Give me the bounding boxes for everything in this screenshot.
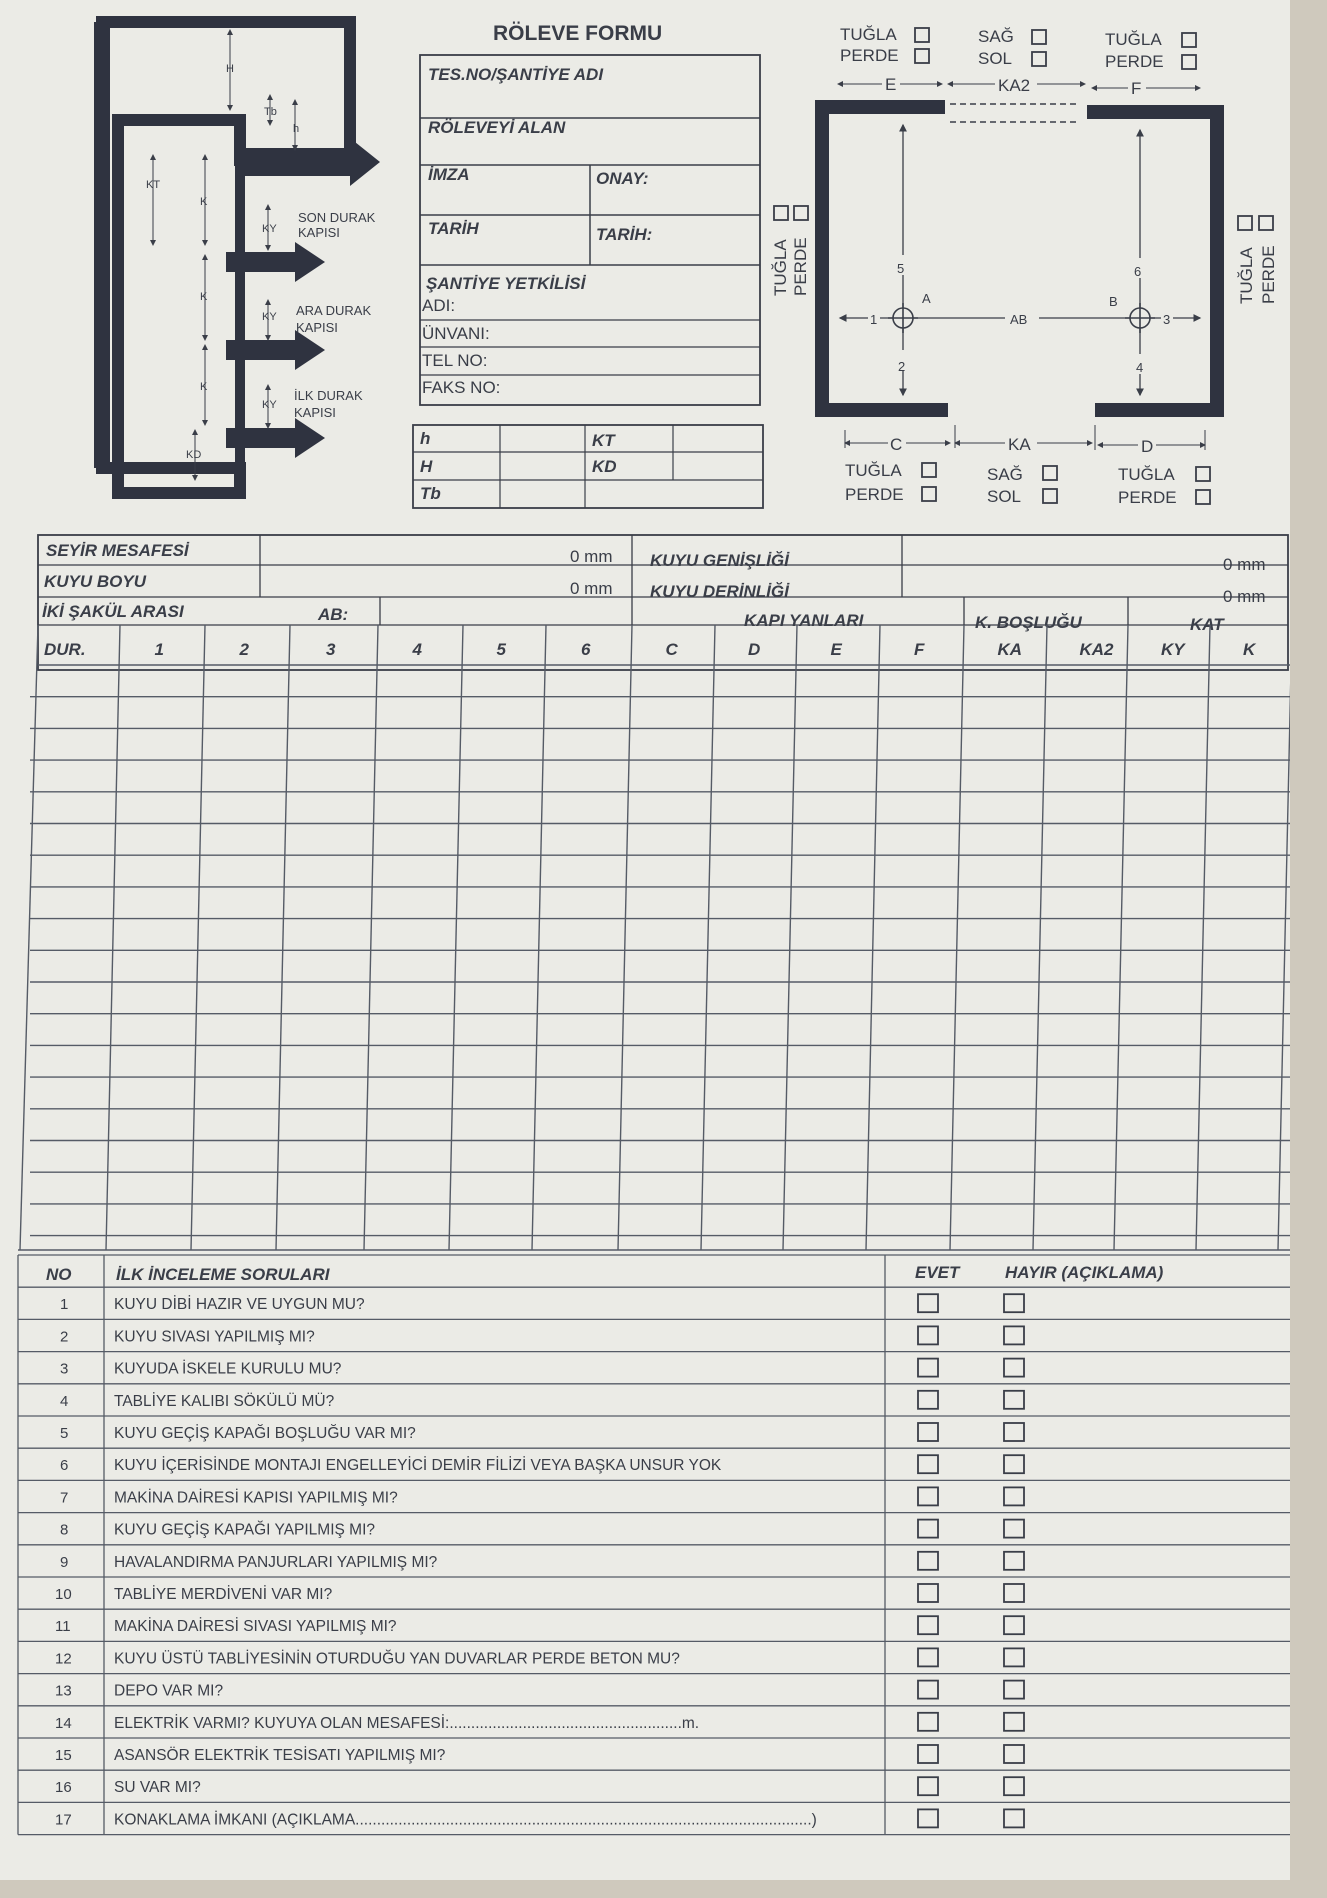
question-number: 15	[55, 1747, 72, 1764]
dim-D: D	[1141, 437, 1154, 456]
tarih-left-label: TARİH	[428, 219, 479, 238]
bottom-right-perde: PERDE	[1118, 488, 1177, 507]
hayir-checkbox[interactable]	[1004, 1359, 1024, 1377]
dim-KY-2: KY	[262, 311, 277, 323]
h-label: h	[420, 429, 431, 448]
faks-no-label: FAKS NO:	[422, 378, 501, 397]
plumb-num-1: 1	[870, 312, 878, 327]
question-number: 4	[60, 1392, 69, 1410]
top-mid-sag: SAĞ	[978, 27, 1014, 46]
kat-header: KAT	[1190, 615, 1224, 634]
unvani-label: ÜNVANI:	[422, 324, 490, 343]
table-col-line	[276, 625, 290, 1250]
ilk-durak-label-2: KAPISI	[294, 405, 336, 420]
table-col-line	[106, 625, 120, 1250]
inspection-questions	[18, 1255, 1290, 1835]
kapi-yanlari-header: KAPI YANLARI	[744, 611, 864, 630]
question-number: 8	[60, 1521, 69, 1539]
question-text: TABLİYE MERDİVENİ VAR MI?	[114, 1586, 333, 1603]
kuyu-boyu-label: KUYU BOYU	[44, 572, 147, 591]
dim-C: C	[890, 435, 903, 454]
evet-checkbox[interactable]	[918, 1616, 938, 1634]
bottom-mid-sol-checkbox[interactable]	[1043, 489, 1057, 503]
left-side-perde: PERDE	[791, 237, 810, 296]
top-left-perde: PERDE	[840, 46, 899, 65]
hayir-checkbox[interactable]	[1004, 1294, 1024, 1312]
question-number: 13	[55, 1682, 72, 1700]
bottom-mid-sag-checkbox[interactable]	[1043, 466, 1057, 480]
son-durak-label-2: KAPISI	[298, 225, 340, 240]
dim-H: H	[226, 63, 234, 75]
question-text: MAKİNA DAİRESİ SIVASI YAPILMIŞ MI?	[114, 1618, 397, 1636]
right-side-tugla-checkbox[interactable]	[1238, 216, 1252, 230]
table-col-line	[1278, 625, 1290, 1250]
table-col-line	[950, 625, 964, 1250]
question-number: 7	[60, 1489, 69, 1507]
ilk-durak-label-1: İLK DURAK	[294, 388, 363, 403]
table-header-cell: 6	[581, 640, 591, 659]
table-col-line	[866, 625, 880, 1250]
table-header-cell: E	[830, 640, 842, 659]
right-side-tugla: TUĞLA	[1237, 247, 1256, 304]
question-text: KUYU GEÇİŞ KAPAĞI BOŞLUĞU VAR MI?	[114, 1425, 416, 1442]
tel-no-label: TEL NO:	[422, 351, 488, 370]
form-title: RÖLEVE FORMU	[493, 22, 663, 45]
table-col-line	[701, 625, 715, 1250]
question-number: 10	[55, 1586, 72, 1603]
bottom-right-tugla: TUĞLA	[1118, 465, 1175, 484]
table-col-line	[1196, 625, 1210, 1250]
KD-label: KD	[592, 457, 617, 476]
dim-E: E	[885, 75, 897, 94]
KT-label: KT	[592, 431, 615, 450]
question-text: MAKİNA DAİRESİ KAPISI YAPILMIŞ MI?	[114, 1489, 398, 1507]
table-col-line	[449, 625, 463, 1250]
question-text: KUYU SIVASI YAPILMIŞ MI?	[114, 1328, 315, 1346]
hayir-checkbox[interactable]	[1004, 1455, 1024, 1473]
hayir-checkbox[interactable]	[1004, 1391, 1024, 1409]
evet-checkbox[interactable]	[918, 1713, 938, 1731]
bottom-left-perde-checkbox[interactable]	[922, 487, 936, 501]
table-col-line	[1114, 625, 1128, 1250]
plumb-num-2: 2	[898, 359, 906, 374]
bottom-mid-sag: SAĞ	[987, 465, 1023, 484]
dim-KA2: KA2	[998, 76, 1031, 95]
table-header-cell: 5	[496, 640, 506, 659]
ara-durak-label-1: ARA DURAK	[296, 303, 372, 318]
table-header-cell: F	[914, 640, 925, 659]
bottom-left-tugla: TUĞLA	[845, 461, 902, 480]
evet-checkbox[interactable]	[918, 1681, 938, 1699]
plumb-label-A: A	[922, 291, 931, 306]
table-header-cell: C	[665, 640, 678, 659]
top-mid-sol-checkbox[interactable]	[1032, 52, 1046, 66]
hayir-checkbox[interactable]	[1004, 1520, 1024, 1538]
left-side-tugla-checkbox[interactable]	[774, 206, 788, 220]
top-left-perde-checkbox[interactable]	[915, 49, 929, 63]
roleveyi-alan-label: RÖLEVEYİ ALAN	[428, 118, 566, 137]
evet-checkbox[interactable]	[918, 1423, 938, 1441]
hayir-checkbox[interactable]	[1004, 1616, 1024, 1634]
plumb-num-4: 4	[1136, 360, 1144, 375]
ab-label: AB	[1010, 312, 1028, 327]
son-durak-arrow	[240, 138, 380, 186]
kuyu-derinligi-label: KUYU DERİNLİĞİ	[650, 582, 789, 601]
hayir-checkbox[interactable]	[1004, 1423, 1024, 1441]
dim-KY-3: KY	[262, 399, 277, 411]
top-left-tugla-checkbox[interactable]	[915, 28, 929, 42]
info-box	[413, 55, 763, 508]
evet-checkbox[interactable]	[918, 1326, 938, 1344]
table-header-cell: 3	[326, 640, 336, 659]
bottom-left-tugla-checkbox[interactable]	[922, 463, 936, 477]
ara-durak-label-2: KAPISI	[296, 320, 338, 335]
hayir-checkbox[interactable]	[1004, 1713, 1024, 1731]
Tb-label: Tb	[420, 484, 441, 503]
dim-K-2: K	[200, 291, 208, 303]
top-mid-sag-checkbox[interactable]	[1032, 30, 1046, 44]
evet-checkbox[interactable]	[918, 1809, 938, 1827]
dim-KT: KT	[146, 179, 161, 191]
table-col-line	[20, 625, 38, 1250]
question-text: HAVALANDIRMA PANJURLARI YAPILMIŞ MI?	[114, 1553, 438, 1571]
top-left-tugla: TUĞLA	[840, 25, 897, 44]
tarih-right-label: TARİH:	[596, 225, 653, 244]
table-col-line	[364, 625, 378, 1250]
son-durak-label-1: SON DURAK	[298, 210, 376, 225]
H-label: H	[420, 457, 433, 476]
left-side-perde-checkbox[interactable]	[794, 206, 808, 220]
no-header: NO	[46, 1265, 72, 1284]
question-number: 5	[60, 1425, 69, 1442]
question-number: 1	[60, 1296, 69, 1314]
question-number: 3	[60, 1360, 69, 1378]
question-number: 9	[60, 1553, 69, 1571]
evet-checkbox[interactable]	[918, 1520, 938, 1538]
question-number: 12	[55, 1650, 72, 1668]
question-text: ASANSÖR ELEKTRİK TESİSATI YAPILMIŞ MI?	[114, 1747, 446, 1764]
question-number: 2	[60, 1328, 69, 1346]
adi-label: ADI:	[422, 296, 456, 315]
measurement-table-headers	[44, 640, 1257, 659]
hayir-checkbox[interactable]	[1004, 1681, 1024, 1699]
evet-checkbox[interactable]	[918, 1487, 938, 1505]
bottom-right-perde-checkbox[interactable]	[1196, 490, 1210, 504]
top-right-tugla-checkbox[interactable]	[1182, 33, 1196, 47]
evet-checkbox[interactable]	[918, 1391, 938, 1409]
left-side-tugla: TUĞLA	[771, 239, 790, 296]
seyir-mesafesi-value[interactable]: 0 mm	[570, 547, 613, 566]
top-right-perde-checkbox[interactable]	[1182, 55, 1196, 69]
question-text: ELEKTRİK VARMI? KUYUYA OLAN MESAFESİ:......................................................m.	[114, 1714, 700, 1732]
question-text: KUYUDA İSKELE KURULU MU?	[114, 1360, 342, 1378]
top-right-perde: PERDE	[1105, 52, 1164, 71]
kuyu-genisligi-value[interactable]: 0 mm	[1223, 555, 1266, 574]
dim-h: h	[293, 123, 300, 135]
evet-checkbox[interactable]	[918, 1455, 938, 1473]
hayir-checkbox[interactable]	[1004, 1809, 1024, 1827]
ab-field-label: AB:	[318, 605, 349, 624]
evet-checkbox[interactable]	[918, 1648, 938, 1666]
question-number: 16	[55, 1779, 72, 1797]
santiye-yetkilisi-label: ŞANTİYE YETKİLİSİ	[426, 274, 586, 293]
table-header-cell: DUR.	[44, 640, 86, 659]
question-number: 14	[55, 1714, 72, 1732]
table-col-line	[191, 625, 205, 1250]
table-header-cell: K	[1243, 640, 1256, 659]
plumb-num-3: 3	[1163, 312, 1171, 327]
shaft-section-diagram	[102, 22, 380, 493]
imza-label: İMZA	[428, 165, 470, 184]
dim-KY-1: KY	[262, 223, 277, 235]
top-right-tugla: TUĞLA	[1105, 30, 1162, 49]
dim-K-1: K	[200, 196, 208, 208]
table-header-cell: D	[748, 640, 761, 659]
hayir-header: HAYIR (AÇIKLAMA)	[1005, 1263, 1164, 1282]
table-col-line	[618, 625, 632, 1250]
hayir-checkbox[interactable]	[1004, 1777, 1024, 1795]
table-col-line	[1033, 625, 1047, 1250]
evet-checkbox[interactable]	[918, 1584, 938, 1602]
kuyu-derinligi-value[interactable]: 0 mm	[1223, 587, 1266, 606]
kuyu-genisligi-label: KUYU GENİŞLİĞİ	[650, 551, 789, 570]
right-side-perde-checkbox[interactable]	[1259, 216, 1273, 230]
evet-checkbox[interactable]	[918, 1777, 938, 1795]
question-text: TABLİYE KALIBI SÖKÜLÜ MÜ?	[114, 1392, 335, 1410]
kuyu-boyu-value[interactable]: 0 mm	[570, 579, 613, 598]
dim-Tb: Tb	[264, 106, 277, 118]
question-text: DEPO VAR MI?	[114, 1682, 224, 1700]
shaft-plan-diagram	[771, 25, 1278, 507]
question-text: KUYU ÜSTÜ TABLİYESİNİN OTURDUĞU YAN DUVARLAR PERDE BETON MU?	[114, 1650, 680, 1668]
question-number: 17	[55, 1811, 72, 1829]
right-side-perde: PERDE	[1259, 245, 1278, 304]
dim-K-3: K	[200, 381, 208, 393]
question-text: KONAKLAMA İMKANI (AÇIKLAMA..........................................................................................................)	[114, 1811, 817, 1829]
bottom-right-tugla-checkbox[interactable]	[1196, 467, 1210, 481]
seyir-mesafesi-label: SEYİR MESAFESİ	[46, 541, 189, 560]
question-text: SU VAR MI?	[114, 1779, 201, 1797]
question-text: KUYU GEÇİŞ KAPAĞI YAPILMIŞ MI?	[114, 1521, 375, 1539]
evet-header: EVET	[915, 1263, 960, 1282]
evet-checkbox[interactable]	[918, 1359, 938, 1377]
hayir-checkbox[interactable]	[1004, 1584, 1024, 1602]
dim-F: F	[1131, 79, 1142, 98]
dim-KD: KD	[186, 449, 202, 461]
evet-checkbox[interactable]	[918, 1552, 938, 1570]
plumb-num-5: 5	[897, 261, 905, 276]
evet-checkbox[interactable]	[918, 1294, 938, 1312]
table-col-line	[783, 625, 797, 1250]
bottom-left-perde: PERDE	[845, 485, 904, 504]
question-text: KUYU DİBİ HAZIR VE UYGUN MU?	[114, 1296, 365, 1314]
questions-title-header: İLK İNCELEME SORULARI	[116, 1265, 330, 1284]
tes-no-label: TES.NO/ŞANTİYE ADI	[428, 65, 604, 84]
question-number: 11	[55, 1618, 71, 1636]
dim-KA: KA	[1008, 435, 1031, 454]
iki-sakul-label: İKİ ŞAKÜL ARASI	[42, 602, 184, 621]
table-col-line	[532, 625, 546, 1250]
hayir-checkbox[interactable]	[1004, 1326, 1024, 1344]
hayir-checkbox[interactable]	[1004, 1487, 1024, 1505]
top-mid-sol: SOL	[978, 49, 1013, 68]
evet-checkbox[interactable]	[918, 1745, 938, 1763]
table-header-cell: 1	[154, 640, 164, 659]
question-number: 6	[60, 1457, 69, 1475]
hayir-checkbox[interactable]	[1004, 1648, 1024, 1666]
table-header-cell: KY	[1161, 640, 1185, 659]
table-header-cell: 2	[239, 640, 249, 659]
table-header-cell: KA	[997, 640, 1023, 659]
measurement-table	[18, 625, 1290, 1250]
question-text: KUYU İÇERİSİNDE MONTAJI ENGELLEYİCİ DEMİR FİLİZİ VEYA BAŞKA UNSUR YOK	[114, 1457, 722, 1475]
plumb-label-B: B	[1109, 294, 1118, 309]
k-boslugu-header: K. BOŞLUĞU	[975, 613, 1082, 632]
plumb-num-6: 6	[1134, 264, 1142, 279]
hayir-checkbox[interactable]	[1004, 1552, 1024, 1570]
bottom-mid-sol: SOL	[987, 487, 1022, 506]
onay-label: ONAY:	[596, 169, 649, 188]
table-header-cell: KA2	[1079, 640, 1114, 659]
table-header-cell: 4	[412, 640, 422, 659]
hayir-checkbox[interactable]	[1004, 1745, 1024, 1763]
